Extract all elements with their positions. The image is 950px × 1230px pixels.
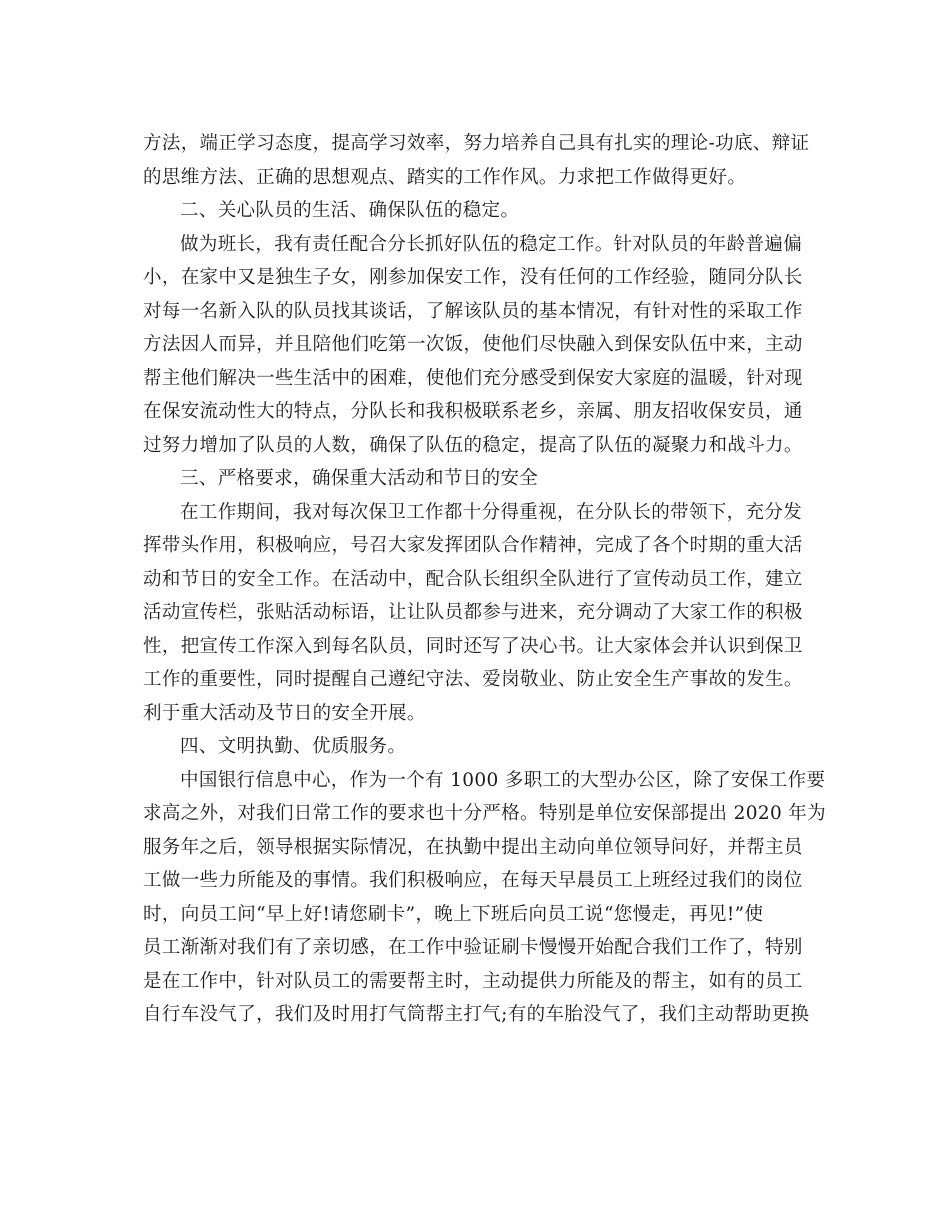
paragraph-start-line: 三、严格要求，确保重大活动和节日的安全 (180, 468, 539, 489)
paragraph-start-line: 在工作期间，我对每次保卫工作都十分得重视，在分队长的带领下，充分发 (180, 501, 803, 523)
text-line: 是在工作中，针对队员工的需要帮主时，主动提供力所能及的帮主，如有的员工 (143, 970, 803, 992)
text-line: 工做一些力所能及的事情。我们积极响应，在每天早晨员工上班经过我们的岗位 (143, 870, 803, 891)
text-line: 求高之外，对我们日常工作的要求也十分严格。特别是单位安保部提出 2020 年为 (143, 803, 826, 824)
paragraph-start-line: 四、文明执勤、优质服务。 (180, 736, 407, 757)
text-line: 帮主他们解决一些生活中的困难，使他们充分感受到保安大家庭的温暖，针对现 (143, 367, 803, 389)
paragraph-start-line: 二、关心队员的生活、确保队伍的稳定。 (180, 200, 520, 221)
text-line: 方法因人而异，并且陪他们吃第一次饭，使他们尽快融入到保安队伍中来，主动 (143, 334, 803, 355)
paragraph-start-line: 做为班长，我有责任配合分长抓好队伍的稳定工作。针对队员的年龄普遍偏 (180, 233, 803, 255)
text-line: 利于重大活动及节日的安全开展。 (143, 702, 426, 724)
text-line: 的思维方法、正确的思想观点、踏实的工作作风。力求把工作做得更好。 (143, 166, 747, 188)
text-line: 在保安流动性大的特点，分队长和我积极联系老乡，亲属、朋友招收保安员，通 (143, 401, 803, 422)
text-line: 小，在家中又是独生子女，刚参加保安工作，没有任何的工作经验，随同分队长 (143, 267, 803, 288)
text-line: 员工渐渐对我们有了亲切感，在工作中验证刷卡慢慢开始配合我们工作了，特别 (143, 937, 803, 958)
text-line: 服务年之后，领导根据实际情况，在执勤中提出主动向单位领导问好，并帮主员 (143, 836, 803, 858)
text-line: 对每一名新入队的队员找其谈话，了解该队员的基本情况，有针对性的采取工作 (143, 300, 803, 322)
text-line: 挥带头作用，积极响应，号召大家发挥团队合作精神，完成了各个时期的重大活 (143, 535, 803, 556)
text-line: 方法，端正学习态度，提高学习效率，努力培养自己具有扎实的理论-功底、辩证 (143, 133, 810, 154)
text-line: 动和节日的安全工作。在活动中，配合队长组织全队进行了宣传动员工作，建立 (143, 568, 803, 590)
text-line: 工作的重要性，同时提醒自己遵纪守法、爱岗敬业、防止安全生产事故的发生。 (143, 669, 803, 690)
paragraph-start-line: 中国银行信息中心，作为一个有 1000 多职工的大型办公区，除了安保工作要 (180, 769, 826, 791)
document-body (143, 127, 826, 1032)
text-line: 过努力增加了队员的人数，确保了队伍的稳定，提高了队伍的凝聚力和战斗力。 (143, 434, 803, 456)
text-line: 时，向员工问“早上好!请您刷卡”，晚上下班后向员工说“您慢走，再见!”使 (143, 903, 764, 925)
text-line: 性，把宣传工作深入到每名队员，同时还写了决心书。让大家体会并认识到保卫 (143, 635, 803, 657)
text-line: 自行车没气了，我们及时用打气筒帮主打气;有的车胎没气了，我们主动帮助更换 (143, 1004, 810, 1025)
text-line: 活动宣传栏，张贴活动标语，让让队员都参与进来，充分调动了大家工作的积极 (143, 602, 803, 623)
